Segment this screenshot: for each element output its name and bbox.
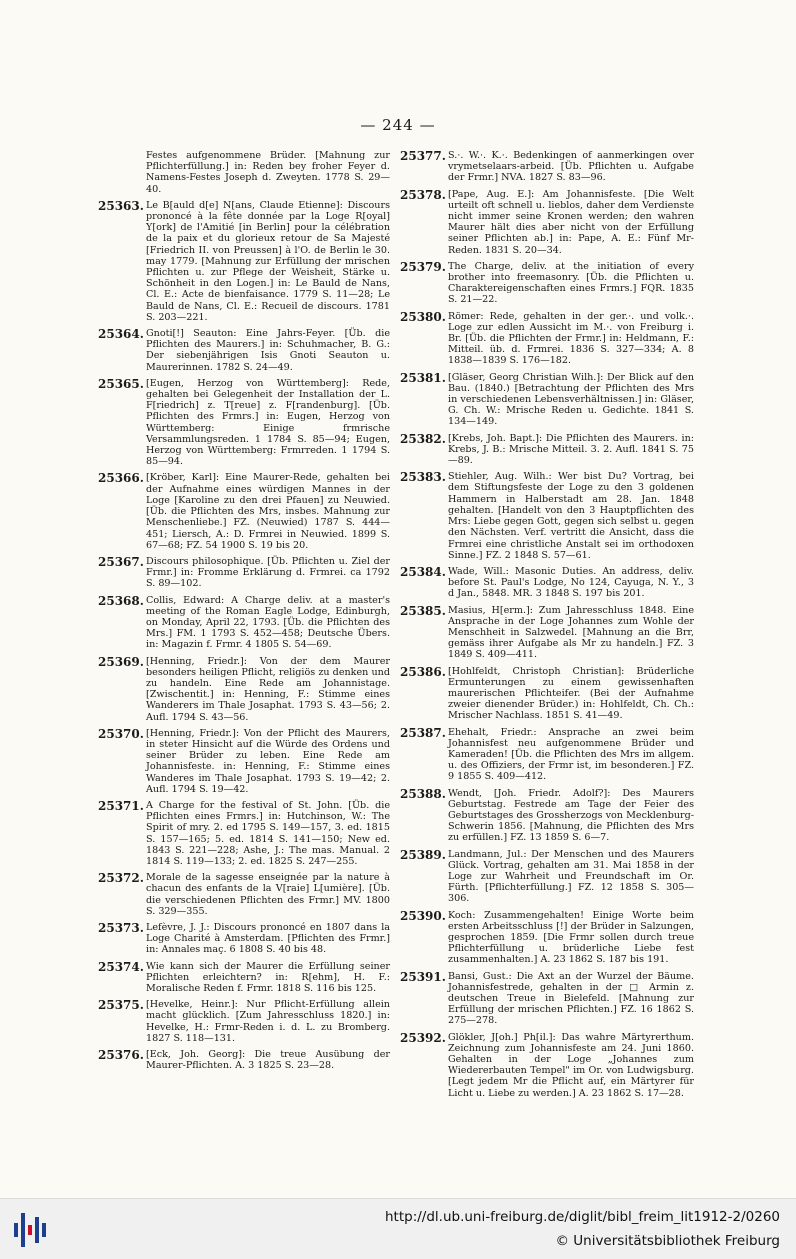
bibliography-entry bbox=[98, 378, 390, 468]
entry-number: 25379. bbox=[400, 259, 446, 274]
bibliography-entry bbox=[98, 872, 390, 917]
entry-text: [Henning, Friedr.]: Von der Pflicht des Maurers, in steter Hinsicht auf die Würde des Ordens und seiner Brüder zu leben. Eine Rede am Johannisfeste. in: Henning, F.: Stimme eines Wanderes im Thale Josaphat. 1793 S. 19—42; 2. Aufl. 1794 S. 19—42. bbox=[146, 727, 390, 795]
entry-text: Masius, H[erm.]: Zum Jahresschluss 1848. Eine Ansprache in der Loge Johannes zum Wohle der Menschheit in Salzwedel. [Mahnung an die Brr, gemäss ihrer Aufgabe als Mr zu handeln.] FZ. 3 1849 S. 409—411. bbox=[448, 604, 694, 661]
entry-text: Römer: Rede, gehalten in der ger.·. und volk.·. Loge zur edlen Aussicht im M.·. von Freiburg i. Br. [Üb. die Pflichten der Frmr.] in: Heldmann, F.: Mitteil. üb. d. Frmrei. 1836 S. 327—334; A. 8 1838—1839 S. 176—182. bbox=[448, 310, 694, 367]
entry-number: 25368. bbox=[98, 593, 144, 608]
entry-text: Ehehalt, Friedr.: Ansprache an zwei beim Johannisfest neu aufgenommene Brüder und Kameraden! [Üb. die Pflichten des Mrs im allgem. u. des Offiziers, der Frmr ist, im besonderen.] FZ. 9 1855 S. 409—412. bbox=[448, 726, 694, 783]
entry-number: 25375. bbox=[98, 998, 144, 1013]
entry-number: 25365. bbox=[98, 376, 144, 391]
entry-number: 25377. bbox=[400, 149, 446, 163]
entry-number: 25380. bbox=[400, 309, 446, 324]
bibliography-entry bbox=[98, 595, 390, 651]
entry-number: 25370. bbox=[98, 726, 144, 741]
entry-number: 25389. bbox=[400, 847, 446, 862]
bibliography-entry bbox=[400, 849, 694, 905]
entry-number: 25381. bbox=[400, 370, 446, 385]
bibliography-entry bbox=[400, 605, 694, 661]
entry-number: 25363. bbox=[98, 198, 144, 213]
bibliography-entry bbox=[400, 433, 694, 467]
bibliography-entry bbox=[400, 666, 694, 722]
entry-number: 25378. bbox=[400, 187, 446, 202]
entry-number: 25372. bbox=[98, 871, 144, 886]
footer-bar bbox=[0, 1198, 796, 1259]
entry-text: Festes aufgenommene Brüder. [Mahnung zur Pflichterfüllung.] in: Reden bey froher Feyer d. Namens-Festes Joseph d. Zweyten. 1778 S. 29—40. bbox=[146, 150, 390, 195]
entry-text: [Gläser, Georg Christian Wilh.]: Der Blick auf den Bau. (1840.) [Betrachtung der Pflichten des Mrs in verschiedenen Lebensverhältnissen.] in: Gläser, G. Ch. W.: Mrische Reden u. Gedichte. 1841 S. 134—149. bbox=[448, 371, 694, 428]
entry-number: 25388. bbox=[400, 786, 446, 801]
page-number: — 244 — bbox=[360, 116, 436, 134]
entry-number: 25371. bbox=[98, 798, 144, 813]
left-column bbox=[98, 150, 390, 1076]
bibliography-entry bbox=[98, 150, 390, 195]
entry-text: [Eugen, Herzog von Württemberg]: Rede, gehalten bei Gelegenheit der Installation der L. F[riedrich] z. T[reue] z. F[randenburg]. [Üb. Pflichten des Frmrs.] in: Eugen, Herzog von Württemberg: Einige frmrische Versammlungsreden. 1 1784 S. 85—94; Eugen, Herzog von Württemberg: Frmrreden. 1 1794 S. 85—94. bbox=[146, 377, 390, 468]
entry-text: Morale de la sagesse enseignée par la nature à chacun des enfants de la V[raie] L[umière]. [Üb. die verschiedenen Pflichten des Frmr.] MV. 1800 S. 329—355. bbox=[146, 872, 390, 917]
entry-number: 25373. bbox=[98, 921, 144, 935]
entry-text: [Eck, Joh. Georg]: Die treue Ausübung der Maurer-Pflichten. A. 3 1825 S. 23—28. bbox=[146, 1049, 390, 1072]
entry-number: 25386. bbox=[400, 664, 446, 679]
entry-text: Discours philosophique. [Üb. Pflichten u. Ziel der Frmr.] in: Fromme Erklärung d. Frmrei. ca 1792 S. 89—102. bbox=[146, 555, 390, 590]
university-logo-icon bbox=[12, 1209, 52, 1251]
bibliography-entry bbox=[98, 328, 390, 373]
entry-text: Le B[auld d[e] N[ans, Claude Etienne]: Discours prononcé à la fête donnée par la Loge R[oyal] Y[ork] de l'Amitié [in Berlin] pour la célébration de la paix et du glorieux retour de Sa Majesté [Friedrich II. von Preussen] à l'O. de Berlin le 30. may 1779. [Mahnung zur Erfüllung der mrischen Pflichten u. zur Pflege der Weisheit, Stärke u. Schönheit in den Logen.] in: Le Bauld de Nans, Cl. E.: Acte de bienfaisance. 1779 S. 11—28; Le Bauld de Nans, Cl. E.: Recueil de discours. 1781 S. 203—221. bbox=[146, 199, 390, 323]
bibliography-entry bbox=[98, 922, 390, 956]
bibliography-entry bbox=[400, 311, 694, 367]
entry-number: 25366. bbox=[98, 471, 144, 486]
bibliography-entry bbox=[400, 471, 694, 561]
source-url-link[interactable]: http://dl.ub.uni-freiburg.de/diglit/bibl_freim_lit1912-2/0260 bbox=[384, 1209, 780, 1225]
entry-text: Wie kann sich der Maurer die Erfüllung seiner Pflichten erleichtern? in: R[ehm], H. F.: Moralische Reden f. Frmr. 1818 S. 116 bis 125. bbox=[146, 960, 390, 995]
bibliography-entry bbox=[400, 727, 694, 783]
entry-text: [Kröber, Karl]: Eine Maurer-Rede, gehalten bei der Aufnahme eines würdigen Mannes in der Loge [Karoline zu den drei Pfauen] zu Neuwied. [Üb. die Pflichten des Mrs, insbes. Mahnung zur Menschenliebe.] FZ. (Neuwied) 1787 S. 444—451; Liersch, A.: D. Frmrei in Neuwied. 1899 S. 67—68; FZ. 54 1900 S. 19 bis 20. bbox=[146, 472, 390, 551]
bibliography-entry bbox=[98, 1049, 390, 1071]
entry-number: 25369. bbox=[98, 654, 144, 669]
entry-text: Wendt, [Joh. Friedr. Adolf?]: Des Maurers Geburtstag. Festrede am Tage der Feier des Geburtstages des Grossherzogs von Mecklenburg-Schwerin 1856. [Mahnung, die Pflichten des Mrs zu erfüllen.] FZ. 13 1859 S. 6—7. bbox=[448, 787, 694, 844]
entry-text: A Charge for the festival of St. John. [Üb. die Pflichten eines Frmrs.] in: Hutchinson, W.: The Spirit of mry. 2. ed 1795 S. 149—157, 3. ed. 1815 S. 157—165; 5. ed. 1814 S. 141—150; New ed. 1843 S. 221—228; Ashe, J.: The mas. Manual. 2 1814 S. 119—133; 2. ed. 1825 S. 247—255. bbox=[146, 799, 390, 867]
entry-number: 25385. bbox=[400, 603, 446, 618]
entry-text: Gnoti[!] Seauton: Eine Jahrs-Feyer. [Üb. die Pflichten des Maurers.] in: Schuhmacher, B. G.: Der siebenjährigen Isis Gnoti Seauton u. Maurerinnen. 1782 S. 24—49. bbox=[146, 328, 390, 373]
bibliography-entry bbox=[400, 261, 694, 306]
entry-text: Stiehler, Aug. Wilh.: Wer bist Du? Vortrag, bei dem Stiftungsfeste der Loge zu den 3 goldenen Hammern in Halberstadt am 28. Jan. 1848 gehalten. [Handelt von den 3 Hauptpflichten des Mrs: Liebe gegen Gott, gegen sich selbst u. gegen den Nächsten. Verf. vertritt die Ansicht, dass die Frmrei eine christliche Anstalt sei im orthodoxen Sinne.] FZ. 2 1848 S. 57—61. bbox=[448, 471, 694, 561]
bibliography-entry bbox=[400, 1032, 694, 1099]
entry-number: 25391. bbox=[400, 969, 446, 984]
bibliography-entry bbox=[98, 999, 390, 1044]
entry-number: 25384. bbox=[400, 564, 446, 579]
entry-text: The Charge, deliv. at the initiation of every brother into freemasonry. [Üb. die Pflichten u. Charaktereigenschaften eines Frmrs.] FQR. 1835 S. 21—22. bbox=[448, 260, 694, 306]
bibliography-entry bbox=[400, 971, 694, 1027]
bibliography-entry bbox=[98, 556, 390, 590]
bibliography-entry bbox=[400, 910, 694, 966]
entry-number: 25376. bbox=[98, 1048, 144, 1063]
entry-text: Glökler, J[oh.] Ph[il.]: Das wahre Märtyrerthum. Zeichnung zum Johannisfeste am 24. Juni 1860. Gehalten in der Loge „Johannes zum Wiedererbauten Tempel" im Or. von Ludwigsburg. [Legt jedem Mr die Pflicht auf, ein Märtyrer für Licht u. Liebe zu werden.] A. 23 1862 S. 17—28. bbox=[448, 1031, 694, 1099]
entry-number: 25364. bbox=[98, 327, 144, 342]
entry-number: 25374. bbox=[98, 959, 144, 974]
bibliography-entry bbox=[400, 788, 694, 844]
entry-number: 25392. bbox=[400, 1030, 446, 1045]
bibliography-entry bbox=[400, 189, 694, 256]
bibliography-entry bbox=[98, 656, 390, 723]
right-column bbox=[400, 150, 694, 1104]
bibliography-entry bbox=[98, 728, 390, 795]
entry-number: 25387. bbox=[400, 725, 446, 740]
entry-text: S.·. W.·. K.·. Bedenkingen of aanmerkingen over vrymetselaars-arbeid. [Üb. Pflichten u. Aufgabe der Frmr.] NVA. 1827 S. 83—96. bbox=[448, 150, 694, 184]
bibliography-entry bbox=[400, 566, 694, 600]
entry-text: Wade, Will.: Masonic Duties. An address, deliv. before St. Paul's Lodge, No 124, Cayuga, N. Y., 3 d Jan., 5848. MR. 3 1848 S. 197 bis 201. bbox=[448, 565, 694, 600]
entry-text: Collis, Edward: A Charge deliv. at a master's meeting of the Roman Eagle Lodge, Edinburgh, on Monday, April 22, 1793. [Üb. die Pflichten des Mrs.] FM. 1 1793 S. 452—458; Deutsche Übers. in: Magazin f. Frmr. 4 1805 S. 54—69. bbox=[146, 594, 390, 651]
entry-number: 25383. bbox=[400, 470, 446, 485]
bibliography-entry bbox=[98, 800, 390, 867]
bibliography-entry bbox=[98, 472, 390, 550]
bibliography-entry bbox=[400, 372, 694, 428]
entry-text: [Henning, Friedr.]: Von der dem Maurer besonders heiligen Pflicht, religiös zu denken und zu handeln. Eine Rede am Johannistage. [Zwischentit.] in: Henning, F.: Stimme eines Wanderers im Thale Josaphat. 1793 S. 43—56; 2. Aufl. 1794 S. 43—56. bbox=[146, 655, 390, 723]
entry-text: Lefèvre, J. J.: Discours prononcé en 1807 dans la Loge Charité à Amsterdam. [Pflichten des Frmr.] in: Annales maç. 6 1808 S. 40 bis 48. bbox=[146, 922, 390, 956]
bibliography-entry bbox=[400, 150, 694, 184]
entry-text: [Pape, Aug. E.]: Am Johannisfeste. [Die Welt urteilt oft schnell u. lieblos, daher dem Verdienste nicht immer seine Kronen werden; den wahren Maurer hält dies aber nicht von der Erfüllung seiner Pflichten ab.] in: Pape, A. E.: Fünf Mr-Reden. 1831 S. 20—34. bbox=[448, 188, 694, 256]
bibliography-entry bbox=[98, 961, 390, 995]
entry-number: 25390. bbox=[400, 908, 446, 923]
entry-text: [Krebs, Joh. Bapt.]: Die Pflichten des Maurers. in: Krebs, J. B.: Mrische Mitteil. 3. 2. Aufl. 1841 S. 75—89. bbox=[448, 432, 694, 467]
bibliography-entry bbox=[98, 200, 390, 323]
entry-text: Koch: Zusammengehalten! Einige Worte beim ersten Arbeitsschluss [!] der Brüder in Salzungen, gesprochen 1859. [Die Frmr sollen durch treue Pflichterfüllung u. brüderliche Liebe fest zusammenhalten.] A. 23 1862 S. 187 bis 191. bbox=[448, 909, 694, 966]
entry-text: Bansi, Gust.: Die Axt an der Wurzel der Bäume. Johannisfestrede, gehalten in der □ Armin z. deutschen Treue in Bielefeld. [Mahnung zur Erfüllung der mrischen Pflichten.] FZ. 16 1862 S. 275—278. bbox=[448, 970, 694, 1027]
entry-number: 25382. bbox=[400, 431, 446, 446]
copyright-text: © Universitätsbibliothek Freiburg bbox=[555, 1233, 780, 1249]
entry-text: Landmann, Jul.: Der Menschen und des Maurers Glück. Vortrag, gehalten am 31. Mai 1858 in der Loge zur Wahrheit und Freundschaft im Or. Fürth. [Pflichterfüllung.] FZ. 12 1858 S. 305—306. bbox=[448, 848, 694, 905]
entry-number: 25367. bbox=[98, 554, 144, 569]
entry-text: [Hohlfeldt, Christoph Christian]: Brüderliche Ermunterungen zu einem gewissenhaften maurerischen Pflichteifer. (Bei der Aufnahme zweier dienender Brüder.) in: Hohlfeldt, Ch. Ch.: Mrischer Nachlass. 1851 S. 41—49. bbox=[448, 665, 694, 722]
entry-text: [Hevelke, Heinr.]: Nur Pflicht-Erfüllung allein macht glücklich. [Zum Jahresschluss 1820.] in: Hevelke, H.: Frmr-Reden i. d. L. zu Bromberg. 1827 S. 118—131. bbox=[146, 999, 390, 1044]
